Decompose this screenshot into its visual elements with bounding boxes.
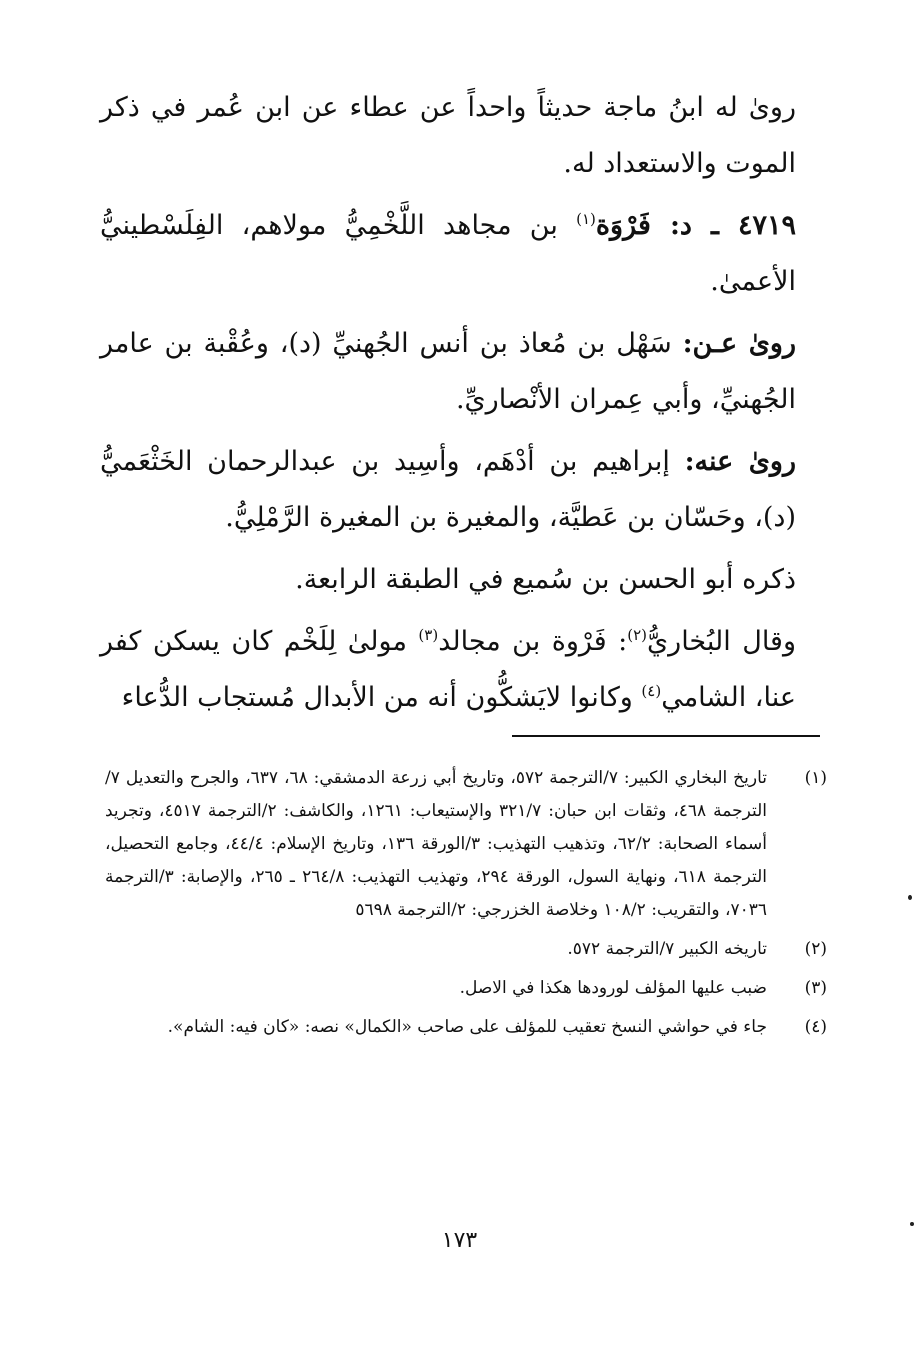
footnote-number: (٣) bbox=[804, 978, 827, 998]
scan-speck bbox=[908, 895, 912, 900]
footnote-ref-4: (٤) bbox=[641, 682, 662, 700]
paragraph-text: سَهْل بن مُعاذ بن أنس الجُهنيِّ (د)، وعُقْبة بن عامر الجُهنيِّ، وأبي عِمران الأنْصاريِّ. bbox=[100, 328, 796, 415]
narrated-by-label: روىٰ عنه: bbox=[684, 446, 796, 477]
paragraph-text: ذكره أبو الحسن بن سُميع في الطبقة الرابعة. bbox=[295, 564, 796, 595]
footnote-text: تاريخ البخاري الكبير: ٧/الترجمة ٥٧٢، وتاريخ أبي زرعة الدمشقي: ٦٨، ٦٣٧، والجرح والتعديل ٧/الترجمة ٤٦٨، وثقات ابن حبان: ٣٢١/٧ والإستيعاب: ١٢٦١، والكاشف: ٢/الترجمة ٤٥١٧، وتجريد أسماء الصحابة: ٦٢/٢، وتذهيب التهذيب: ٣/الورقة ١٣٦، وتاريخ الإسلام: ٤٤/٤، وجامع التحصيل، الترجمة ٦١٨، ونهاية السول، الورقة ٢٩٤، وتهذيب التهذيب: ٢٦٤/٨ ـ ٢٦٥، والإصابة: ٣/الترجمة ٧٠٣٦، والتقريب: ١٠٨/٢ وخلاصة الخزرجي: ٢/الترجمة ٥٦٩٨ bbox=[105, 768, 768, 920]
paragraph-text: رویٰ له ابنُ ماجة حديثاً واحداً عن عطاء عن ابن عُمر في ذكر الموت والاستعداد له. bbox=[100, 92, 796, 179]
footnote-text: تاريخه الكبير ٧/الترجمة ٥٧٢. bbox=[567, 939, 767, 959]
quote-part-4: وكانوا لايَشكُّون أنه من الأبدال مُستجاب الدُّعاء bbox=[121, 682, 642, 713]
paragraph-mention bbox=[100, 552, 830, 608]
quote-part-2: : فَرْوة بن مجالد bbox=[438, 626, 628, 657]
footnote-ref-2: (٢) bbox=[627, 626, 648, 644]
footnote-3 bbox=[105, 972, 827, 1005]
narrated-from-paragraph bbox=[100, 316, 830, 428]
page-number: ١٧٣ bbox=[441, 1228, 478, 1253]
footnote-4 bbox=[105, 1011, 827, 1044]
paragraph-1 bbox=[100, 80, 830, 192]
scan-speck bbox=[910, 1222, 914, 1226]
footnote-1 bbox=[105, 762, 827, 927]
entry-number: ٤٧١٩ ـ د: فَرْوَة bbox=[595, 210, 796, 241]
paragraph-text: بن مجاهد اللَّخْمِيُّ مولاهم، الفِلَسْطينيُّ الأعمىٰ. bbox=[100, 210, 796, 297]
footnote-divider bbox=[512, 735, 820, 737]
narrated-from-label: روىٰ عـن: bbox=[682, 328, 796, 359]
footnote-text: ضبب عليها المؤلف لورودها هكذا في الاصل. bbox=[459, 978, 767, 998]
footnote-number: (١) bbox=[804, 768, 827, 788]
main-text bbox=[100, 80, 830, 732]
narrated-by-paragraph bbox=[100, 434, 830, 546]
bukhari-quote-paragraph bbox=[100, 614, 830, 726]
footnote-ref-3: (٣) bbox=[418, 626, 439, 644]
footnote-ref-1: (١) bbox=[576, 210, 596, 228]
quote-part-1: وقال البُخاريُّ bbox=[647, 626, 796, 657]
footnote-text: جاء في حواشي النسخ تعقيب للمؤلف على صاحب «الكمال» نصه: «كان فيه: الشام». bbox=[167, 1017, 767, 1037]
quote-part-3: مولىٰ لِلَخْم كان يسكن كفر عنا، الشامي bbox=[100, 626, 796, 713]
entry-heading-paragraph bbox=[100, 198, 830, 310]
paragraph-text: إبراهيم بن أدْهَم، وأسِيد بن عبدالرحمان الخَثْعَميُّ (د)، وحَسّان بن عَطيَّة، والمغيرة بن المغيرة الرَّمْلِيُّ. bbox=[100, 446, 796, 533]
footnote-2 bbox=[105, 933, 827, 966]
footnote-number: (٢) bbox=[804, 939, 827, 959]
footnotes-section bbox=[105, 762, 827, 1050]
footnote-number: (٤) bbox=[804, 1017, 827, 1037]
